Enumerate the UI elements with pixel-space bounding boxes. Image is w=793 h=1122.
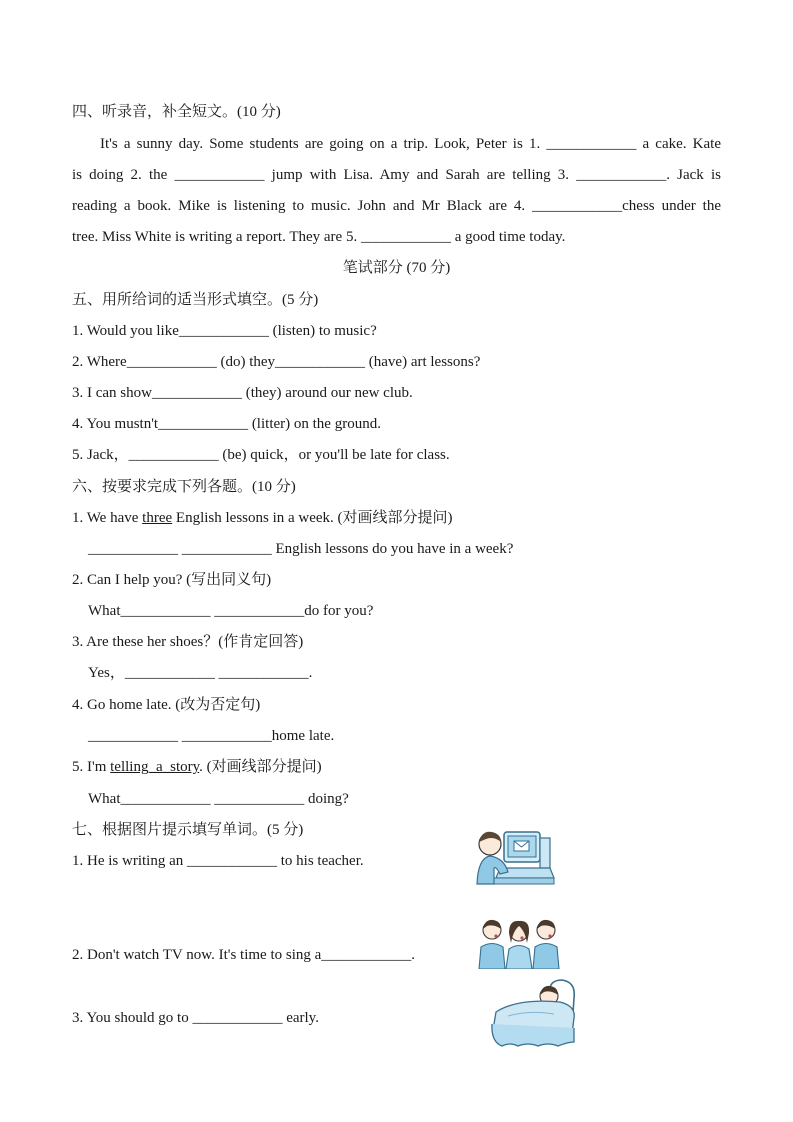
s6-q3: 3. Are these her shoes？(作肯定回答)	[72, 634, 304, 650]
s7-item-1: 1. He is writing an ____________ to his teacher.	[72, 853, 364, 869]
s5-item-5: 5. Jack，____________ (be) quick，or you'll be late for class.	[72, 447, 450, 463]
child-in-bed-picture	[488, 976, 580, 1050]
underlined-phrase: telling_a_story	[110, 759, 200, 775]
s6-q5: 5. I'm telling_a_story. (对画线部分提问)	[72, 759, 322, 775]
s6-q1: 1. We have three English lessons in a week. (对画线部分提问)	[72, 510, 453, 526]
s6-q2: 2. Can I help you? (写出同义句)	[72, 572, 272, 588]
s6-q5-answer: What____________ ____________ doing?	[88, 791, 349, 807]
s6-q4: 4. Go home late. (改为否定句)	[72, 697, 261, 713]
passage-line-3: reading a book. Mike is listening to music. John and Mr Black are 4. ____________chess under the	[72, 198, 721, 214]
section6-title: 六、按要求完成下列各题。(10 分)	[72, 479, 296, 495]
passage-line-4: tree. Miss White is writing a report. They are 5. ____________ a good time today.	[72, 229, 566, 245]
boy-computer-picture	[474, 828, 556, 886]
children-singing-picture	[476, 917, 562, 969]
section5-title: 五、用所给词的适当形式填空。(5 分)	[72, 292, 319, 308]
section4-title: 四、听录音，补全短文。(10 分)	[72, 104, 281, 120]
s5-item-1: 1. Would you like____________ (listen) to music?	[72, 323, 377, 339]
written-part-title: 笔试部分 (70 分)	[342, 260, 451, 276]
underlined-word: three	[142, 510, 173, 526]
s5-item-4: 4. You mustn't____________ (litter) on the ground.	[72, 416, 381, 432]
s7-item-3: 3. You should go to ____________ early.	[72, 1010, 319, 1026]
s6-q2-answer: What____________ ____________do for you?	[88, 603, 374, 619]
s6-q1-answer: ____________ ____________ English lessons do you have in a week?	[88, 541, 514, 557]
s6-q3-answer: Yes，____________ ____________.	[88, 665, 313, 681]
passage-line-2: is doing 2. the ____________ jump with Lisa. Amy and Sarah are telling 3. ____________. Jack is	[72, 167, 721, 183]
s6-q4-answer: ____________ ____________home late.	[88, 728, 335, 744]
passage-line-1: It's a sunny day. Some students are going on a trip. Look, Peter is 1. ____________ a cake. Kate	[100, 136, 721, 152]
section7-title: 七、根据图片提示填写单词。(5 分)	[72, 822, 304, 838]
s7-item-2: 2. Don't watch TV now. It's time to sing a____________.	[72, 947, 416, 963]
s5-item-2: 2. Where____________ (do) they____________ (have) art lessons?	[72, 354, 481, 370]
s5-item-3: 3. I can show____________ (they) around our new club.	[72, 385, 413, 401]
